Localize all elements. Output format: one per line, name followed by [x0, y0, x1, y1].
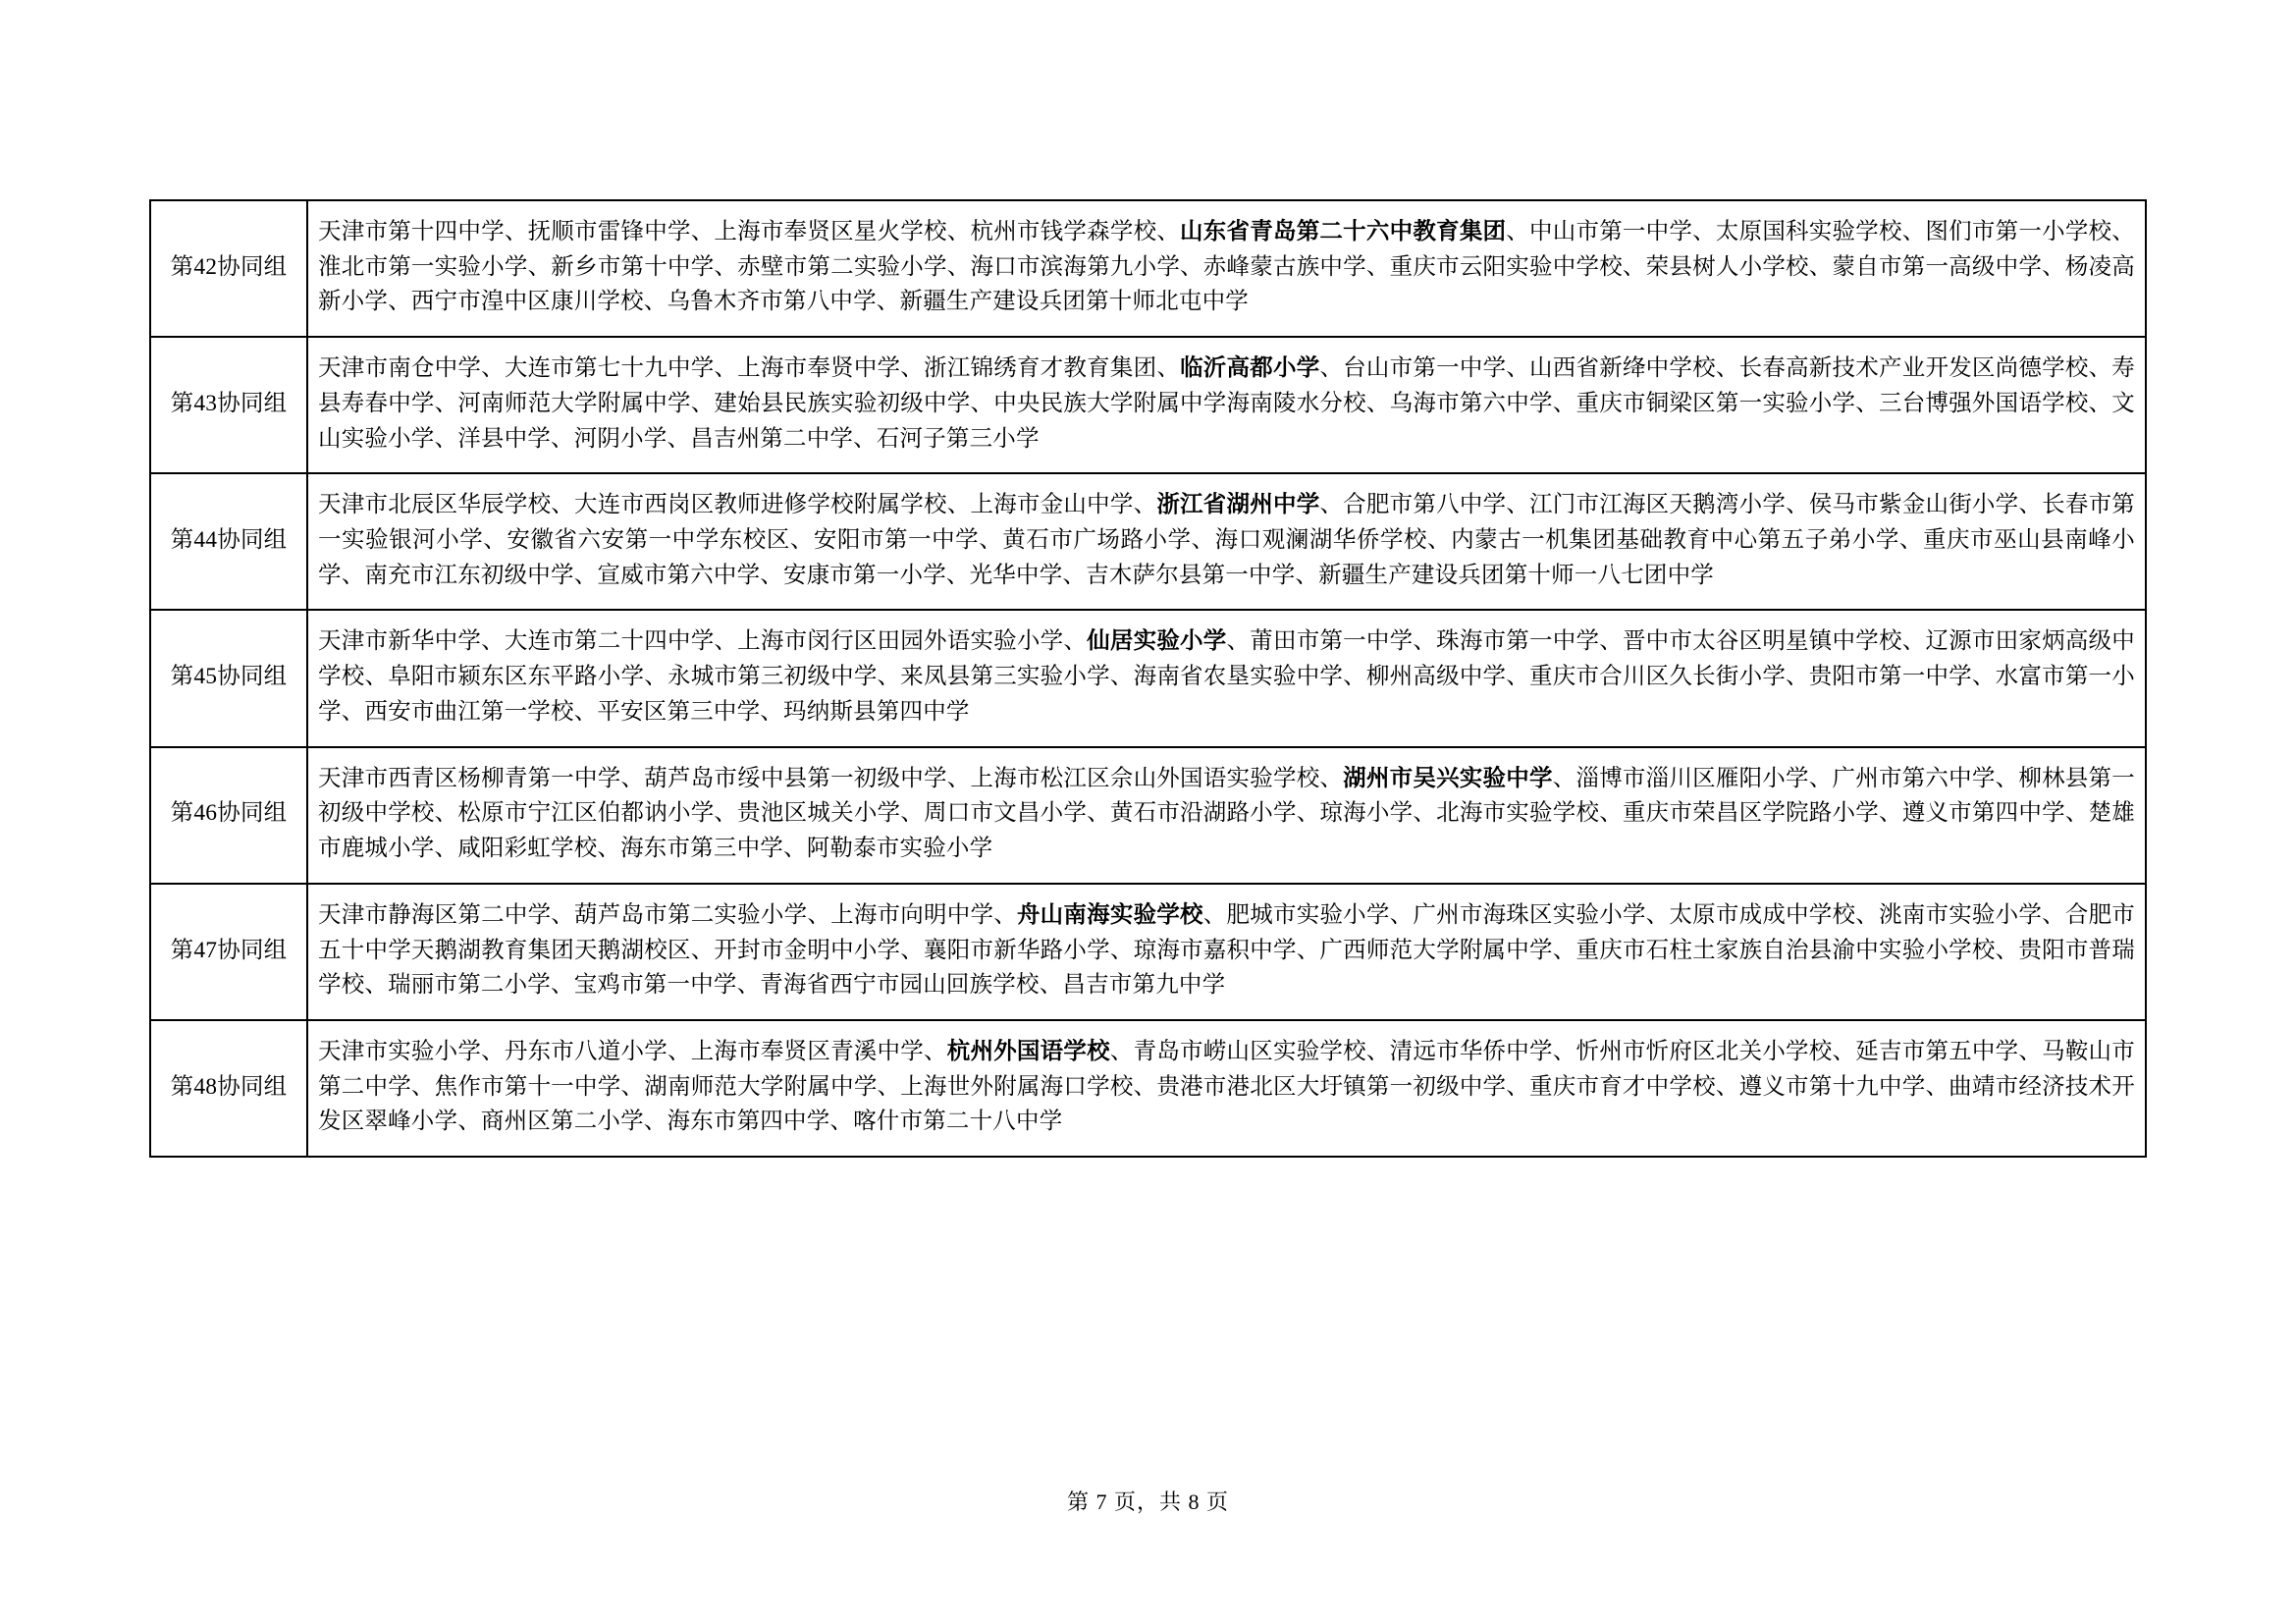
text-segment: 天津市第十四中学、抚顺市雷锋中学、上海市奉贤区星火学校、杭州市钱学森学校、 — [318, 219, 1181, 244]
text-segment: 天津市静海区第二中学、葫芦岛市第二实验小学、上海市向明中学、 — [318, 901, 1017, 928]
group-schools — [307, 473, 2146, 610]
text-segment-bold: 湖州市吴兴实验中学 — [1343, 765, 1553, 791]
group-label: 第47协同组 — [150, 884, 307, 1020]
table-row — [150, 1020, 2146, 1157]
table-row — [150, 473, 2146, 610]
group-schools — [307, 610, 2146, 746]
text-segment: 天津市西青区杨柳青第一中学、葫芦岛市绥中县第一初级中学、上海市松江区佘山外国语实验学校、 — [318, 765, 1344, 791]
text-segment-bold: 浙江省湖州中学 — [1156, 492, 1320, 518]
text-segment-bold: 山东省青岛第二十六中教育集团 — [1180, 219, 1507, 244]
group-label: 第44协同组 — [150, 473, 307, 610]
table-row — [150, 337, 2146, 473]
group-schools — [307, 337, 2146, 473]
text-segment: 、合肥市第八中学、江门市江海区天鹅湾小学、侯马市紫金山街小学、长春市第一实验银河小学、安徽省六安第一中学东校区、安阳市第一中学、黄石市广场路小学、海口观澜湖华侨学校、内蒙古一机集团基础教育中心第五子弟小学、重庆市巫山县南峰小学、南充市江东初级中学、宣威市第六中学、安康市第一小学、光华中学、吉木萨尔县第一中学、新疆生产建设兵团第十师一八七团中学 — [318, 492, 2136, 588]
text-segment: 天津市实验小学、丹东市八道小学、上海市奉贤区青溪中学、 — [318, 1038, 947, 1064]
text-segment: 天津市南仓中学、大连市第七十九中学、上海市奉贤中学、浙江锦绣育才教育集团、 — [318, 355, 1181, 382]
group-label: 第43协同组 — [150, 337, 307, 473]
table-row — [150, 610, 2146, 746]
text-segment: 、中山市第一中学、太原国科实验学校、图们市第一小学校、淮北市第一实验小学、新乡市第十中学、赤壁市第二实验小学、海口市滨海第九小学、赤峰蒙古族中学、重庆市云阳实验中学校、荣县树人小学校、蒙自市第一高级中学、杨凌高新小学、西宁市湟中区康川学校、乌鲁木齐市第八中学、新疆生产建设兵团第十师北屯中学 — [318, 219, 2135, 315]
text-segment: 、莆田市第一中学、珠海市第一中学、晋中市太谷区明星镇中学校、辽源市田家炳高级中学校、阜阳市颍东区东平路小学、永城市第三初级中学、来凤县第三实验小学、海南省农垦实验中学、柳州高级中学、重庆市合川区久长街小学、贵阳市第一中学、水富市第一小学、西安市曲江第一学校、平安区第三中学、玛纳斯县第四中学 — [318, 628, 2135, 725]
group-label: 第48协同组 — [150, 1020, 307, 1157]
group-schools — [307, 200, 2146, 337]
text-segment: 、青岛市崂山区实验学校、清远市华侨中学、忻州市忻府区北关小学校、延吉市第五中学、马鞍山市第二中学、焦作市第十一中学、湖南师范大学附属中学、上海世外附属海口学校、贵港市港北区大圩镇第一初级中学、重庆市育才中学校、遵义市第十九中学、曲靖市经济技术开发区翠峰小学、商州区第二小学、海东市第四中学、喀什市第二十八中学 — [318, 1038, 2135, 1135]
text-segment-bold: 杭州外国语学校 — [946, 1038, 1110, 1064]
collaboration-groups-table — [149, 199, 2147, 1158]
page-footer: 第 7 页，共 8 页 — [1066, 1489, 1229, 1514]
text-segment-bold: 仙居实验小学 — [1087, 628, 1227, 655]
group-schools — [307, 1020, 2146, 1157]
group-schools — [307, 747, 2146, 884]
table-row — [150, 200, 2146, 337]
text-segment: 、肥城市实验小学、广州市海珠区实验小学、太原市成成中学校、洮南市实验小学、合肥市五十中学天鹅湖教育集团天鹅湖校区、开封市金明中小学、襄阳市新华路小学、琼海市嘉积中学、广西师范大学附属中学、重庆市石柱土家族自治县渝中实验小学校、贵阳市普瑞学校、瑞丽市第二小学、宝鸡市第一中学、青海省西宁市园山回族学校、昌吉市第九中学 — [318, 901, 2136, 999]
table-row — [150, 747, 2146, 884]
table-body — [150, 200, 2146, 1157]
group-label: 第42协同组 — [150, 200, 307, 337]
table-row — [150, 884, 2146, 1020]
text-segment: 天津市北辰区华辰学校、大连市西岗区教师进修学校附属学校、上海市金山中学、 — [318, 492, 1157, 518]
text-segment-bold: 临沂高都小学 — [1180, 355, 1320, 382]
text-segment-bold: 舟山南海实验学校 — [1016, 901, 1203, 928]
text-segment: 、台山市第一中学、山西省新绛中学校、长春高新技术产业开发区尚德学校、寿县寿春中学、河南师范大学附属中学、建始县民族实验初级中学、中央民族大学附属中学海南陵水分校、乌海市第六中学、重庆市铜梁区第一实验小学、三台博强外国语学校、文山实验小学、洋县中学、河阴小学、昌吉州第二中学、石河子第三小学 — [318, 355, 2136, 452]
text-segment: 天津市新华中学、大连市第二十四中学、上海市闵行区田园外语实验小学、 — [318, 628, 1088, 655]
group-label: 第46协同组 — [150, 747, 307, 884]
group-label: 第45协同组 — [150, 610, 307, 746]
text-segment: 、淄博市淄川区雁阳小学、广州市第六中学、柳林县第一初级中学校、松原市宁江区伯都讷小学、贵池区城关小学、周口市文昌小学、黄石市沿湖路小学、琼海小学、北海市实验学校、重庆市荣昌区学院路小学、遵义市第四中学、楚雄市鹿城小学、咸阳彩虹学校、海东市第三中学、阿勒泰市实验小学 — [318, 765, 2135, 862]
group-schools — [307, 884, 2146, 1020]
